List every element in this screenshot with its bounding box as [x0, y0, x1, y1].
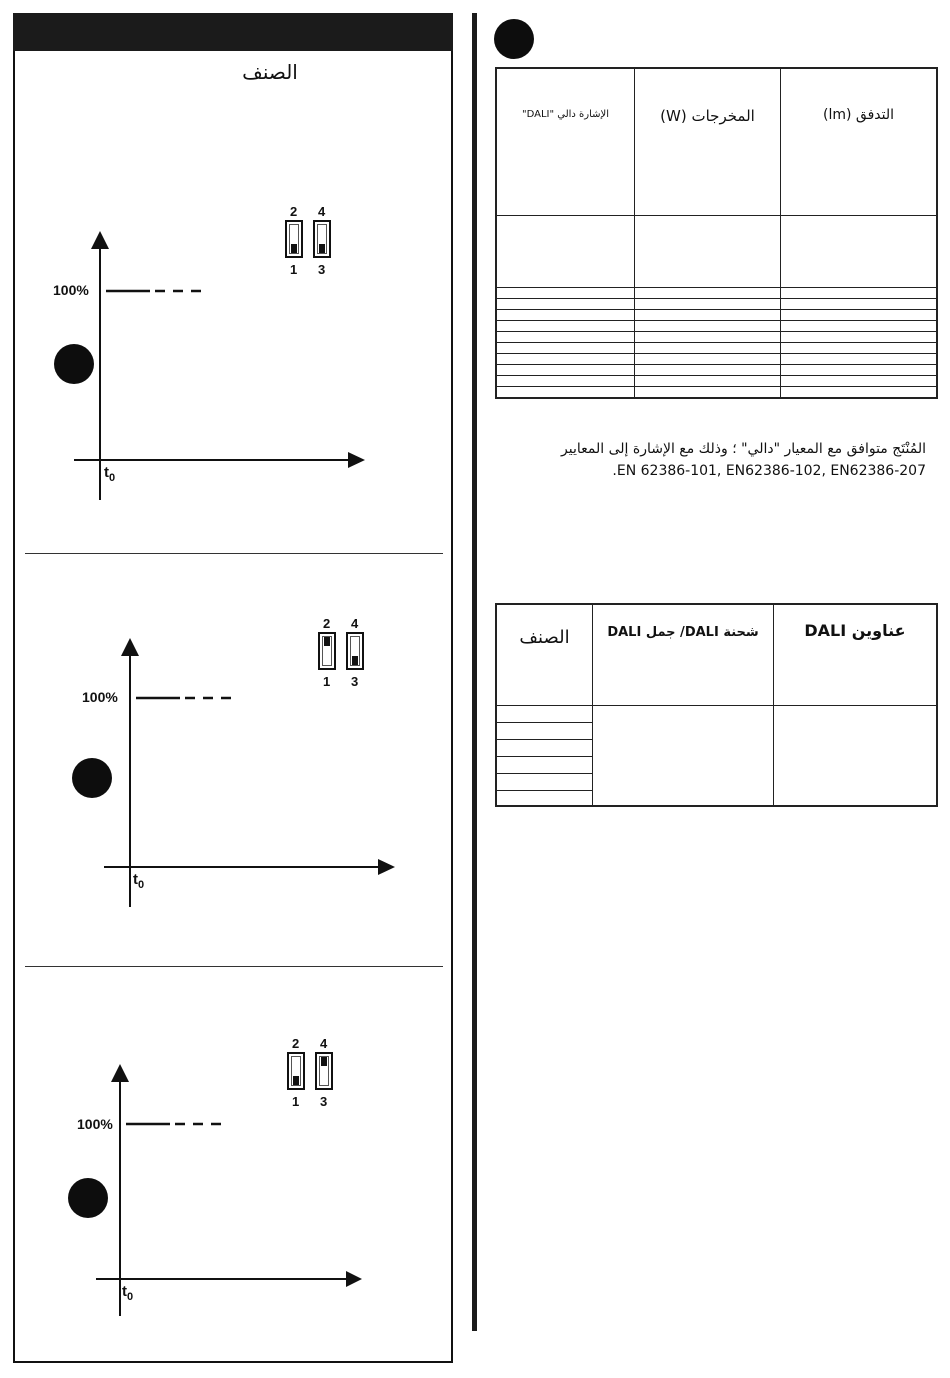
header-cell-dali-load: شحنة DALI/ جمل DALI — [593, 604, 774, 706]
output-table — [495, 67, 938, 399]
table-row — [496, 288, 937, 299]
switch-label: 2 — [292, 1036, 300, 1051]
switch-label: 4 — [318, 204, 326, 219]
header-cell-output: المخرجات (W) — [635, 68, 781, 216]
switch-label: 4 — [351, 616, 359, 631]
time-label: $t_0$ — [122, 1283, 134, 1303]
level-label: 100% — [77, 1116, 113, 1132]
time-label: $t_0$ — [104, 464, 116, 484]
table-row — [496, 354, 937, 365]
center-divider — [472, 13, 477, 1331]
table-row — [496, 387, 937, 399]
switch-label: 1 — [292, 1094, 300, 1109]
header-cell-class: الصنف — [496, 604, 593, 706]
switch-label: 1 — [323, 674, 331, 689]
dimming-chart-2 — [70, 632, 410, 917]
switch-label: 3 — [320, 1094, 328, 1109]
switch-label: 2 — [323, 616, 331, 631]
dali-table — [495, 603, 938, 807]
callout-circle-2 — [72, 758, 112, 798]
table-header-row — [496, 68, 937, 216]
table-row — [496, 376, 937, 387]
switch-label: 1 — [290, 262, 298, 277]
switch-label: 4 — [320, 1036, 328, 1051]
table-row — [496, 332, 937, 343]
switch-label: 3 — [351, 674, 359, 689]
switch-label: 2 — [290, 204, 298, 219]
section-divider — [25, 553, 443, 554]
time-label: $t_0$ — [133, 871, 145, 891]
table-row — [496, 216, 937, 288]
section-divider — [25, 966, 443, 967]
table-row — [496, 706, 937, 723]
table-row — [496, 365, 937, 376]
table-row — [496, 343, 937, 354]
dimming-chart-3 — [60, 1058, 400, 1343]
header-cell-dali-address: عناوين DALI — [774, 604, 938, 706]
callout-circle-3 — [68, 1178, 108, 1218]
left-panel-header-bar — [13, 13, 453, 51]
callout-circle-right — [494, 19, 534, 59]
switch-label: 3 — [318, 262, 326, 277]
class-label: الصنف — [242, 60, 298, 84]
table-row — [496, 299, 937, 310]
level-label: 100% — [53, 282, 89, 298]
level-label: 100% — [82, 689, 118, 705]
header-cell-signal: الإشارة دالي "DALI" — [496, 68, 635, 216]
table-row — [496, 310, 937, 321]
compliance-note-line2: .EN 62386-101, EN62386-102, EN62386-207 — [612, 463, 926, 479]
table-row — [496, 321, 937, 332]
header-cell-flux: التدفق (lm) — [781, 68, 938, 216]
callout-circle-1 — [54, 344, 94, 384]
compliance-note-line1: المُنْتَج متوافق مع المعيار "دالي" ؛ وذلك مع الإشارة إلى المعايير — [561, 441, 926, 457]
table-header-row — [496, 604, 937, 706]
